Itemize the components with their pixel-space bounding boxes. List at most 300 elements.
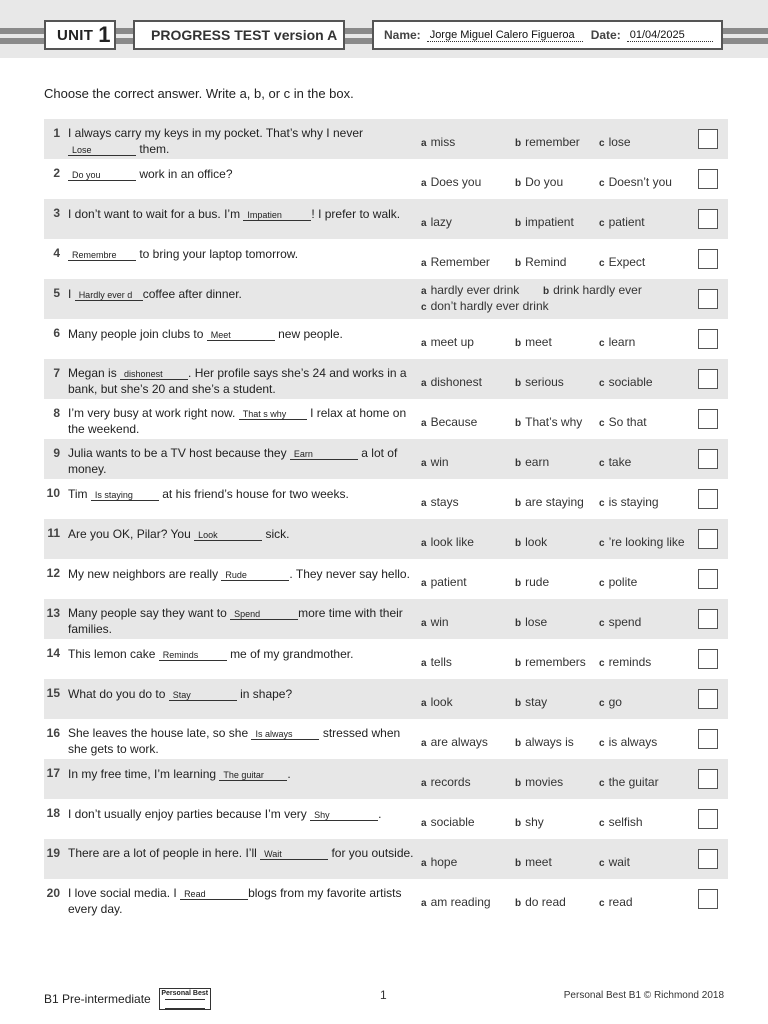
option-a[interactable]	[421, 215, 452, 229]
option-b[interactable]	[515, 455, 549, 469]
option-letter: b	[515, 618, 522, 629]
option-text: go	[608, 695, 622, 709]
option-text: sociable	[430, 815, 475, 829]
option-a[interactable]	[421, 575, 467, 589]
answer-box[interactable]	[698, 809, 718, 829]
option-letter: c	[599, 818, 605, 829]
option-text: win	[430, 455, 449, 469]
option-b[interactable]	[515, 615, 547, 629]
question-text	[68, 206, 414, 222]
option-letter: a	[421, 618, 427, 629]
option-letter: b	[515, 738, 522, 749]
question-row	[44, 119, 728, 159]
option-c[interactable]	[599, 255, 645, 269]
answer-box[interactable]	[698, 249, 718, 269]
option-text: hardly ever drink	[430, 283, 520, 297]
answer-blank[interactable]: Stay	[169, 690, 237, 701]
option-text: patient	[608, 215, 645, 229]
option-letter: a	[421, 578, 427, 589]
question-row	[44, 319, 728, 359]
option-letter: a	[421, 258, 427, 269]
answer-box[interactable]	[698, 169, 718, 189]
option-text: patient	[430, 575, 467, 589]
option-letter: c	[599, 338, 605, 349]
option-c[interactable]	[599, 695, 622, 709]
question-text	[68, 885, 414, 917]
question-text-before: I love social media. I	[68, 886, 177, 900]
question-text	[68, 526, 414, 542]
answer-box[interactable]	[698, 529, 718, 549]
option-letter: c	[599, 138, 605, 149]
date-field[interactable]: 01/04/2025	[627, 29, 713, 42]
answer-options	[421, 279, 691, 319]
option-text: shy	[525, 815, 544, 829]
question-text-after: them.	[139, 142, 170, 156]
name-field[interactable]: Jorge Miguel Calero Figueroa	[427, 29, 583, 42]
option-letter: b	[515, 818, 522, 829]
answer-blank[interactable]: Shy	[310, 810, 378, 821]
question-text-after: . Her profile says she’s 24 and works in a bank, but she’s 20 and she’s a student.	[68, 366, 407, 396]
option-letter: a	[421, 858, 427, 869]
option-text: meet up	[430, 335, 474, 349]
option-a[interactable]	[421, 175, 481, 189]
option-letter: b	[515, 138, 522, 149]
question-text-before: In my free time, I’m learning	[68, 767, 217, 781]
name-date-box	[372, 20, 723, 50]
question-text	[68, 405, 414, 437]
option-letter: b	[515, 378, 522, 389]
option-b[interactable]	[515, 775, 563, 789]
option-letter: b	[515, 338, 522, 349]
question-text	[68, 326, 414, 342]
question-row	[44, 479, 728, 519]
question-text-after: to bring your laptop tomorrow.	[139, 247, 299, 261]
option-text: meet	[525, 855, 552, 869]
option-letter: a	[421, 218, 427, 229]
option-a[interactable]	[421, 615, 449, 629]
question-text-after: stressed when she gets to work.	[68, 726, 401, 756]
question-number: 8	[53, 406, 60, 420]
option-a[interactable]	[421, 455, 449, 469]
question-text-after: a lot of money.	[68, 446, 398, 476]
question-text	[68, 125, 414, 157]
answer-blank[interactable]: Read	[180, 889, 248, 900]
option-text: Expect	[608, 255, 646, 269]
answer-blank[interactable]: Is always	[251, 729, 319, 740]
answer-box[interactable]	[698, 769, 718, 789]
option-text: sociable	[608, 375, 653, 389]
option-letter: a	[421, 418, 427, 429]
option-c[interactable]	[599, 735, 657, 749]
logo-lines	[165, 999, 205, 1009]
answer-blank[interactable]: Look	[194, 530, 262, 541]
option-text: look	[525, 535, 548, 549]
answer-blank[interactable]: Spend	[230, 609, 298, 620]
option-a[interactable]	[421, 415, 477, 429]
option-b[interactable]	[515, 895, 566, 909]
option-b[interactable]	[515, 855, 552, 869]
option-letter: a	[421, 378, 427, 389]
option-letter: c	[599, 738, 605, 749]
option-b[interactable]	[543, 283, 642, 297]
question-number: 19	[46, 846, 60, 860]
option-letter: a	[421, 178, 427, 189]
option-b[interactable]	[515, 495, 584, 509]
option-letter: c	[599, 498, 605, 509]
option-letter: c	[599, 178, 605, 189]
question-number: 6	[53, 326, 60, 340]
option-b[interactable]	[515, 735, 574, 749]
question-text-after: me of my grandmother.	[230, 647, 354, 661]
option-letter: a	[421, 338, 427, 349]
question-text-before: I’m very busy at work right now.	[68, 406, 236, 420]
question-number: 13	[46, 606, 60, 620]
answer-blank[interactable]: Wait	[260, 849, 328, 860]
test-title-box	[133, 20, 345, 50]
option-text: drink hardly ever	[553, 283, 642, 297]
option-letter: b	[515, 898, 522, 909]
question-row	[44, 239, 728, 279]
test-title: PROGRESS TEST version A	[151, 27, 338, 43]
option-text: the guitar	[608, 775, 659, 789]
question-number: 14	[46, 646, 60, 660]
answer-options	[421, 799, 691, 839]
option-letter: c	[599, 258, 605, 269]
question-text	[68, 845, 414, 861]
question-text	[68, 486, 414, 502]
question-row	[44, 199, 728, 239]
answer-options	[421, 199, 691, 239]
option-text: don’t hardly ever drink	[430, 299, 549, 313]
option-c[interactable]	[599, 175, 672, 189]
question-text-before: I always carry my keys in my pocket. That’s why I never	[68, 126, 363, 140]
option-c[interactable]	[599, 775, 659, 789]
level-label: B1 Pre-intermediate	[44, 992, 151, 1006]
option-a[interactable]	[421, 535, 474, 549]
question-text	[68, 766, 414, 782]
option-letter: c	[599, 898, 605, 909]
option-letter: c	[599, 698, 605, 709]
question-row	[44, 599, 728, 639]
answer-options	[421, 679, 691, 719]
answer-box[interactable]	[698, 369, 718, 389]
option-letter: a	[421, 738, 427, 749]
answer-blank[interactable]: Impatien	[243, 210, 311, 221]
question-row	[44, 839, 728, 879]
question-number: 17	[46, 766, 60, 780]
option-b[interactable]	[515, 335, 552, 349]
unit-label: UNIT	[57, 26, 94, 44]
question-text-after: new people.	[278, 327, 343, 341]
option-text: always is	[525, 735, 574, 749]
question-number: 18	[46, 806, 60, 820]
option-text: movies	[525, 775, 564, 789]
option-letter: c	[599, 578, 605, 589]
question-text	[68, 365, 414, 397]
option-text: reminds	[608, 655, 652, 669]
option-text: So that	[608, 415, 647, 429]
option-a[interactable]	[421, 655, 452, 669]
question-text-after: ! I prefer to walk.	[311, 207, 401, 221]
option-a[interactable]	[421, 135, 455, 149]
option-text: stay	[525, 695, 548, 709]
answer-box[interactable]	[698, 329, 718, 349]
option-c[interactable]	[599, 575, 637, 589]
option-c[interactable]	[599, 495, 659, 509]
answer-options	[421, 399, 691, 439]
option-text: read	[608, 895, 633, 909]
option-text: take	[608, 455, 632, 469]
option-letter: a	[421, 458, 427, 469]
answer-options	[421, 559, 691, 599]
unit-number: 1	[98, 22, 111, 47]
option-text: remembers	[525, 655, 586, 669]
answer-options	[421, 319, 691, 359]
option-text: Remind	[525, 255, 567, 269]
question-text-after: at his friend’s house for two weeks.	[162, 487, 349, 501]
question-number: 11	[47, 526, 60, 540]
option-letter: a	[421, 286, 427, 297]
question-text-before: There are a lot of people in here. I’ll	[68, 846, 257, 860]
option-text: polite	[608, 575, 638, 589]
option-letter: b	[515, 458, 522, 469]
option-a[interactable]	[421, 255, 490, 269]
option-c[interactable]	[599, 855, 630, 869]
answer-box[interactable]	[698, 489, 718, 509]
question-text-before: What do you do to	[68, 687, 166, 701]
question-list	[44, 119, 728, 919]
option-letter: c	[599, 778, 605, 789]
option-text: That’s why	[525, 415, 583, 429]
option-letter: a	[421, 138, 427, 149]
answer-options	[421, 359, 691, 399]
question-row	[44, 279, 728, 319]
answer-blank[interactable]: Earn	[290, 449, 358, 460]
option-letter: b	[515, 658, 522, 669]
option-c[interactable]	[599, 895, 633, 909]
question-text	[68, 286, 414, 302]
answer-box[interactable]	[698, 729, 718, 749]
option-letter: a	[421, 698, 427, 709]
option-b[interactable]	[515, 575, 549, 589]
option-text: lose	[608, 135, 631, 149]
option-a[interactable]	[421, 375, 482, 389]
answer-blank[interactable]: dishonest	[120, 369, 188, 380]
option-letter: c	[599, 418, 605, 429]
answer-box[interactable]	[698, 689, 718, 709]
answer-blank[interactable]: The guitar	[219, 770, 287, 781]
question-text-after: .	[287, 767, 291, 781]
question-row	[44, 679, 728, 719]
answer-blank[interactable]: Meet	[207, 330, 275, 341]
option-a[interactable]	[421, 283, 519, 297]
option-b[interactable]	[515, 375, 564, 389]
answer-box[interactable]	[698, 449, 718, 469]
answer-blank[interactable]: Hardly ever d	[75, 290, 143, 301]
option-text: meet	[525, 335, 552, 349]
option-c[interactable]	[599, 415, 647, 429]
option-b[interactable]	[515, 815, 544, 829]
option-letter: b	[515, 218, 522, 229]
question-text-before: My new neighbors are really	[68, 567, 219, 581]
answer-box[interactable]	[698, 649, 718, 669]
option-text: learn	[608, 335, 636, 349]
answer-blank[interactable]: Is staying	[91, 490, 159, 501]
question-text-after: .	[378, 807, 382, 821]
option-text: tells	[430, 655, 452, 669]
answer-options	[421, 519, 691, 559]
option-text: dishonest	[430, 375, 482, 389]
option-c[interactable]	[599, 375, 653, 389]
question-text	[68, 605, 414, 637]
option-b[interactable]	[515, 175, 563, 189]
option-text: lazy	[430, 215, 452, 229]
question-text-before: I don’t want to wait for a bus. I’m	[68, 207, 241, 221]
option-a[interactable]	[421, 775, 471, 789]
option-letter: b	[515, 578, 522, 589]
option-letter: b	[515, 538, 522, 549]
option-b[interactable]	[515, 655, 586, 669]
question-row	[44, 519, 728, 559]
option-text: win	[430, 615, 449, 629]
copyright-text: Personal Best B1 © Richmond 2018	[563, 990, 724, 1001]
question-number: 9	[53, 446, 60, 460]
option-a[interactable]	[421, 335, 474, 349]
option-c[interactable]	[599, 815, 643, 829]
option-text: ’re looking like	[608, 535, 685, 549]
option-a[interactable]	[421, 495, 459, 509]
answer-box[interactable]	[698, 569, 718, 589]
question-text-after: sick.	[265, 527, 290, 541]
option-letter: b	[515, 258, 522, 269]
question-text-before: Many people join clubs to	[68, 327, 204, 341]
option-letter: c	[421, 302, 427, 313]
option-a[interactable]	[421, 735, 488, 749]
answer-box[interactable]	[698, 129, 718, 149]
option-text: look	[430, 695, 453, 709]
option-letter: b	[515, 778, 522, 789]
answer-blank[interactable]: Rude	[221, 570, 289, 581]
option-text: look like	[430, 535, 474, 549]
option-text: records	[430, 775, 471, 789]
option-text: miss	[430, 135, 456, 149]
question-number: 1	[53, 126, 60, 140]
answer-box[interactable]	[698, 889, 718, 909]
option-text: wait	[608, 855, 630, 869]
option-text: is staying	[608, 495, 659, 509]
question-row	[44, 439, 728, 479]
option-letter: a	[421, 898, 427, 909]
option-text: lose	[525, 615, 548, 629]
option-text: Does you	[430, 175, 482, 189]
answer-options	[421, 759, 691, 799]
question-text-after: work in an office?	[139, 167, 233, 181]
option-b[interactable]	[515, 415, 582, 429]
answer-blank[interactable]: That s why	[239, 409, 307, 420]
answer-options	[421, 839, 691, 879]
question-text-before: She leaves the house late, so she	[68, 726, 249, 740]
option-letter: a	[421, 658, 427, 669]
answer-options	[421, 879, 691, 919]
option-b[interactable]	[515, 535, 547, 549]
question-text	[68, 806, 414, 822]
answer-box[interactable]	[698, 289, 718, 309]
option-text: earn	[525, 455, 550, 469]
option-c[interactable]	[599, 455, 631, 469]
option-letter: b	[543, 286, 550, 297]
question-row	[44, 759, 728, 799]
answer-box[interactable]	[698, 409, 718, 429]
option-b[interactable]	[515, 695, 547, 709]
option-letter: a	[421, 538, 427, 549]
option-c[interactable]	[599, 215, 645, 229]
option-b[interactable]	[515, 135, 580, 149]
option-a[interactable]	[421, 895, 491, 909]
answer-box[interactable]	[698, 209, 718, 229]
question-row	[44, 879, 728, 919]
option-text: impatient	[525, 215, 574, 229]
answer-options	[421, 479, 691, 519]
question-text-after: in shape?	[240, 687, 293, 701]
answer-blank[interactable]: Remembre	[68, 250, 136, 261]
instruction-text: Choose the correct answer. Write a, b, or c in the box.	[44, 86, 354, 101]
option-c[interactable]	[421, 299, 549, 313]
option-c[interactable]	[599, 335, 635, 349]
option-c[interactable]	[599, 615, 641, 629]
question-text	[68, 566, 414, 582]
question-number: 20	[46, 886, 60, 900]
option-letter: a	[421, 778, 427, 789]
answer-box[interactable]	[698, 849, 718, 869]
logo-text: Personal Best	[161, 990, 209, 997]
answer-options	[421, 119, 691, 159]
answer-blank[interactable]: Lose	[68, 145, 136, 156]
personal-best-logo	[159, 988, 211, 1010]
option-a[interactable]	[421, 855, 457, 869]
question-number: 12	[46, 566, 60, 580]
option-c[interactable]	[599, 655, 651, 669]
question-text-before: Tim	[68, 487, 88, 501]
option-text: spend	[608, 615, 642, 629]
option-letter: c	[599, 658, 605, 669]
answer-blank[interactable]: Do you	[68, 170, 136, 181]
option-c[interactable]	[599, 135, 631, 149]
question-text-after: coffee after dinner.	[142, 287, 242, 301]
question-row	[44, 719, 728, 759]
question-number: 5	[53, 286, 60, 300]
answer-box[interactable]	[698, 609, 718, 629]
question-text-before: Julia wants to be a TV host because they	[68, 446, 287, 460]
question-row	[44, 799, 728, 839]
option-b[interactable]	[515, 215, 574, 229]
question-text-before: Megan is	[68, 366, 117, 380]
option-a[interactable]	[421, 695, 453, 709]
question-text-after: more time with their families.	[68, 606, 403, 636]
question-text-before: Many people say they want to	[68, 606, 227, 620]
option-b[interactable]	[515, 255, 566, 269]
question-text-after: for you outside.	[331, 846, 414, 860]
question-text-after: blogs from my favorite artists every day.	[68, 886, 402, 916]
question-text	[68, 246, 414, 262]
answer-options	[421, 159, 691, 199]
question-text	[68, 646, 414, 662]
option-text: rude	[525, 575, 550, 589]
option-a[interactable]	[421, 815, 475, 829]
answer-blank[interactable]: Reminds	[159, 650, 227, 661]
option-letter: c	[599, 458, 605, 469]
option-c[interactable]	[599, 535, 685, 549]
question-number: 3	[53, 206, 60, 220]
